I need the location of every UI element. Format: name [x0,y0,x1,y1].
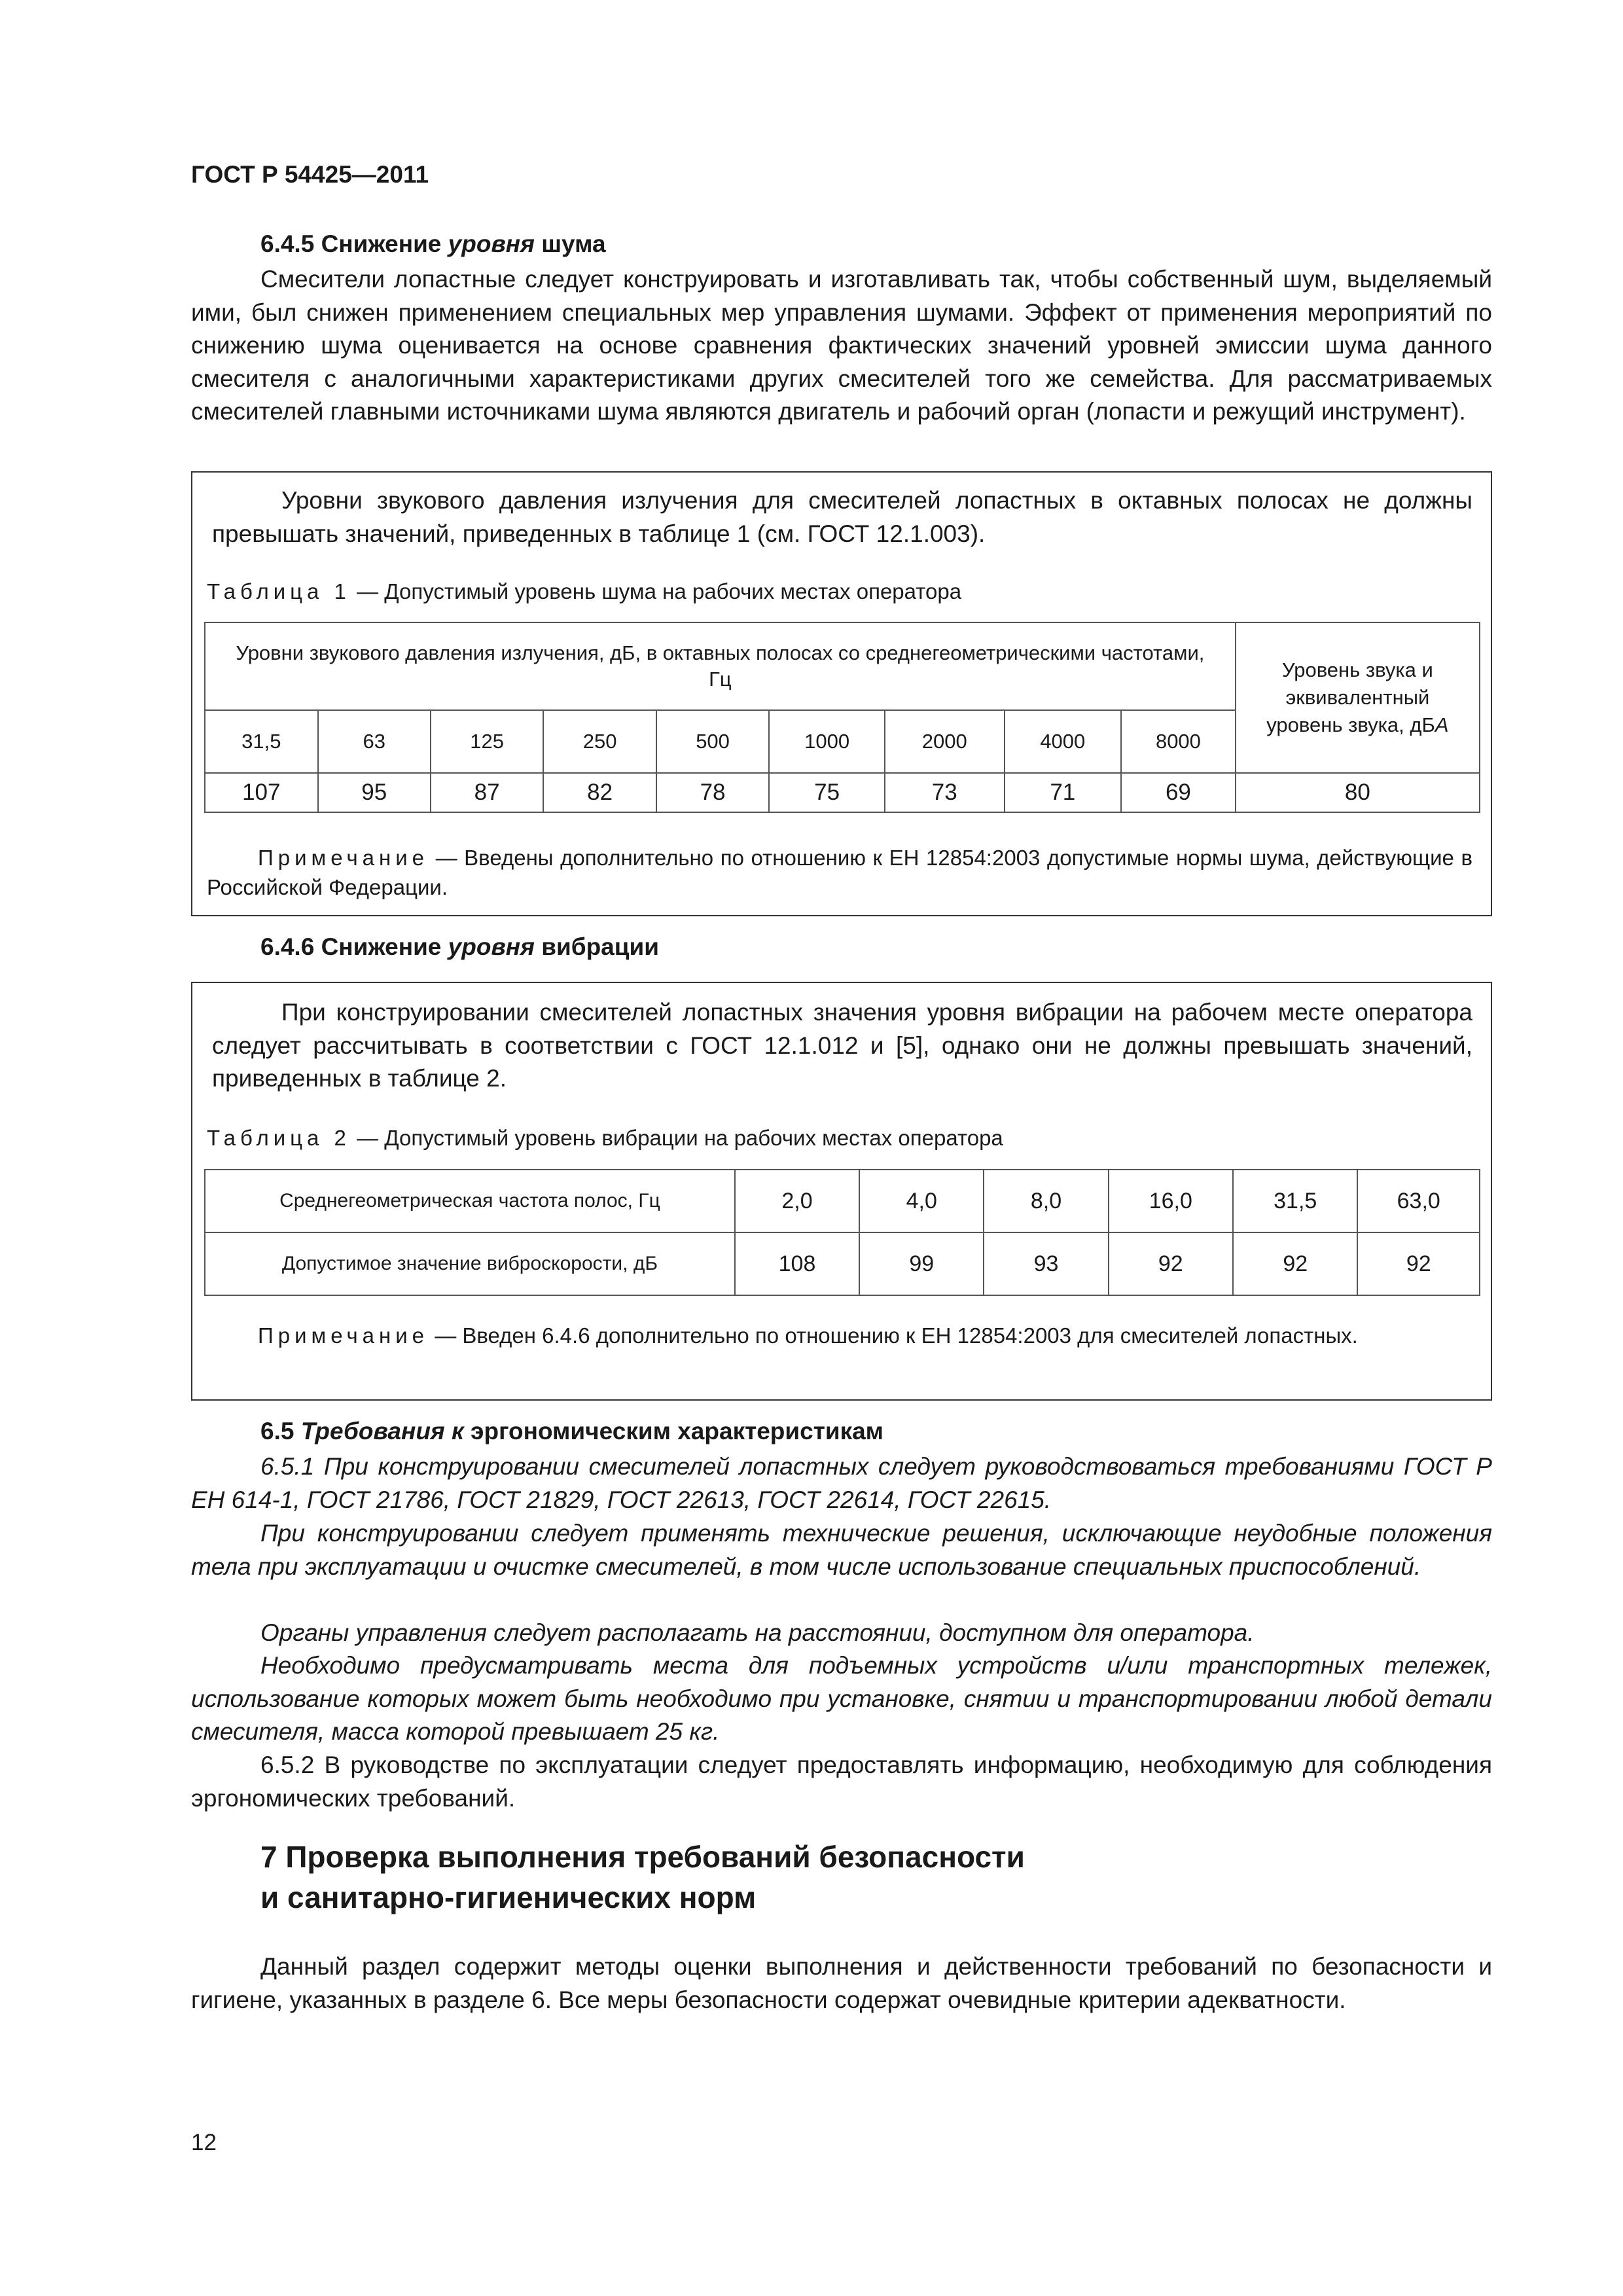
noise-requirements-box [191,471,1492,916]
noise-value-cell: 73 [885,773,1005,812]
heading-regular-part: эргономическим характеристикам [471,1418,884,1444]
vibration-value-cell: 93 [984,1232,1108,1295]
paragraph-6-5-2: 6.5.2 В руководстве по эксплуатации следует предоставлять информацию, необходимую для соблюдения эргономических требований. [191,1751,1492,1812]
noise-freq-cell: 1000 [769,710,885,773]
paragraph-6-5-1-b: При конструировании следует применять технические решения, исключающие неудобные положения тела при эксплуатации и очистке смесителей, в том числе использование специальных приспособлений. [191,1520,1492,1580]
paragraph-6-5-1: 6.5.1 При конструировании смесителей лопастных следует руководствоваться требованиями ГОСТ Р ЕН 614-1, ГОСТ 21786, ГОСТ 21829, ГОСТ 22613, ГОСТ 22614, ГОСТ 22615. [191,1453,1492,1513]
table1-note-label: Примечание [258,846,429,870]
noise-table-side-header-unit: А [1435,713,1449,736]
table1-caption-label: Таблица 1 [207,579,351,603]
noise-table-side-header [1236,622,1480,773]
vibration-value-cell: 92 [1357,1232,1480,1295]
noise-freq-cell: 8000 [1121,710,1236,773]
noise-freq-cell: 31,5 [205,710,318,773]
vibration-value-cell: 92 [1109,1232,1233,1295]
vibration-value-cell: 108 [735,1232,859,1295]
noise-freq-cell: 63 [318,710,431,773]
noise-side-value-cell: 80 [1236,773,1480,812]
paragraph-6-4-5: Смесители лопастные следует конструировать и изготавливать так, чтобы собственный шум, выделяемый ими, был снижен применением специальных мер управления шумами. Эффект от применения мероприятий по снижению шума оценивается на основе сравнения фактических значений уровней эмиссии шума данного смесителя с аналогичными характеристиками других смесителей того же семейства. Для рассматриваемых смесителей главными источниками шума являются двигатель и рабочий орган (лопасти и режущий инструмент). [191,266,1492,425]
vibration-value-label: Допустимое значение виброскорости, дБ [205,1232,735,1295]
heading-word-2: уровня [448,933,535,960]
noise-value-cell: 95 [318,773,431,812]
section-7-title-line-1: 7 Проверка выполнения требований безопасности [260,1840,1025,1874]
table1-caption-text: — Допустимый уровень шума на рабочих местах оператора [357,579,962,603]
heading-6-4-5 [260,230,606,258]
vibration-table [204,1169,1480,1296]
noise-table [204,622,1480,813]
table1-note [207,843,1472,902]
vibration-value-cell: 92 [1233,1232,1357,1295]
noise-value-cell: 69 [1121,773,1236,812]
heading-word-1: Снижение [321,933,442,960]
vibration-freq-cell: 4,0 [859,1170,984,1232]
table2-note [207,1321,1472,1350]
vibration-value-cell: 99 [859,1232,984,1295]
paragraph-6-5-1-c: Органы управления следует располагать на расстоянии, доступном для оператора. [260,1619,1255,1646]
noise-table-main-header-text: Уровни звукового давления излучения, дБ, в октавных полосах со среднегеометрическими частотами, Гц [236,641,1205,691]
vibration-freq-cell: 63,0 [1357,1170,1480,1232]
noise-table-side-header-text: Уровень звука и эквивалентный уровень звука, дБ [1266,658,1435,736]
table2-caption [207,1126,1003,1151]
noise-value-cell: 71 [1005,773,1122,812]
heading-word-2: уровня [448,230,535,257]
standard-designation: ГОСТ Р 54425—2011 [191,161,429,188]
table2-note-text: — Введен 6.4.6 дополнительно по отношению к ЕН 12854:2003 для смесителей лопастных. [435,1323,1358,1348]
table2-note-label: Примечание [258,1323,429,1348]
noise-value-cell: 82 [543,773,656,812]
noise-freq-cell: 250 [543,710,656,773]
section-7-paragraph: Данный раздел содержит методы оценки выполнения и действенности требований по безопасности и гигиене, указанных в разделе 6. Все меры безопасности содержат очевидные критерии адекватности. [191,1953,1492,2013]
vibration-freq-label: Среднегеометрическая частота полос, Гц [205,1170,735,1232]
heading-number: 6.4.6 [260,933,315,960]
box2-text: При конструировании смесителей лопастных значения уровня вибрации на рабочем месте оператора следует рассчитывать в соответствии с ГОСТ 12.1.012 и [5], однако они не должны превышать значений, приведенных в таблице 2. [212,999,1472,1092]
noise-freq-cell: 4000 [1005,710,1122,773]
vibration-freq-cell: 16,0 [1109,1170,1233,1232]
heading-6-4-6 [260,933,659,961]
table1-caption [207,579,961,604]
paragraph-6-5-1-d: Необходимо предусматривать места для подъемных устройств и/или транспортных тележек, использование которых может быть необходимо при установке, снятии и транспортировании любой детали смесителя, масса которой превышает 25 кг. [191,1652,1492,1745]
heading-number: 6.4.5 [260,230,315,257]
noise-freq-cell: 2000 [885,710,1005,773]
table2-caption-label: Таблица 2 [207,1126,351,1150]
section-7-title-line-2: и санитарно-гигиенических норм [260,1880,757,1914]
table1-note-text: — Введены дополнительно по отношению к ЕН 12854:2003 допустимые нормы шума, действующие в Российской Федерации. [207,846,1472,899]
noise-freq-cell: 500 [656,710,769,773]
noise-value-cell: 107 [205,773,318,812]
heading-word-3: вибрации [541,933,659,960]
vibration-freq-cell: 2,0 [735,1170,859,1232]
box1-text: Уровни звукового давления излучения для смесителей лопастных в октавных полосах не должны превышать значений, приведенных в таблице 1 (см. ГОСТ 12.1.003). [212,487,1472,547]
section-7-title [260,1837,1025,1918]
noise-freq-cell: 125 [431,710,543,773]
heading-number: 6.5 [260,1418,294,1444]
page-number: 12 [191,2130,217,2155]
noise-value-cell: 75 [769,773,885,812]
heading-word-1: Снижение [321,230,442,257]
heading-word-3: шума [541,230,606,257]
noise-value-cell: 78 [656,773,769,812]
noise-value-cell: 87 [431,773,543,812]
vibration-freq-cell: 31,5 [1233,1170,1357,1232]
table2-caption-text: — Допустимый уровень вибрации на рабочих местах оператора [357,1126,1003,1150]
heading-italic-part: Требования к [300,1418,464,1444]
noise-table-main-header [205,622,1236,710]
heading-6-5 [260,1418,883,1445]
vibration-requirements-box [191,982,1492,1401]
vibration-freq-cell: 8,0 [984,1170,1108,1232]
